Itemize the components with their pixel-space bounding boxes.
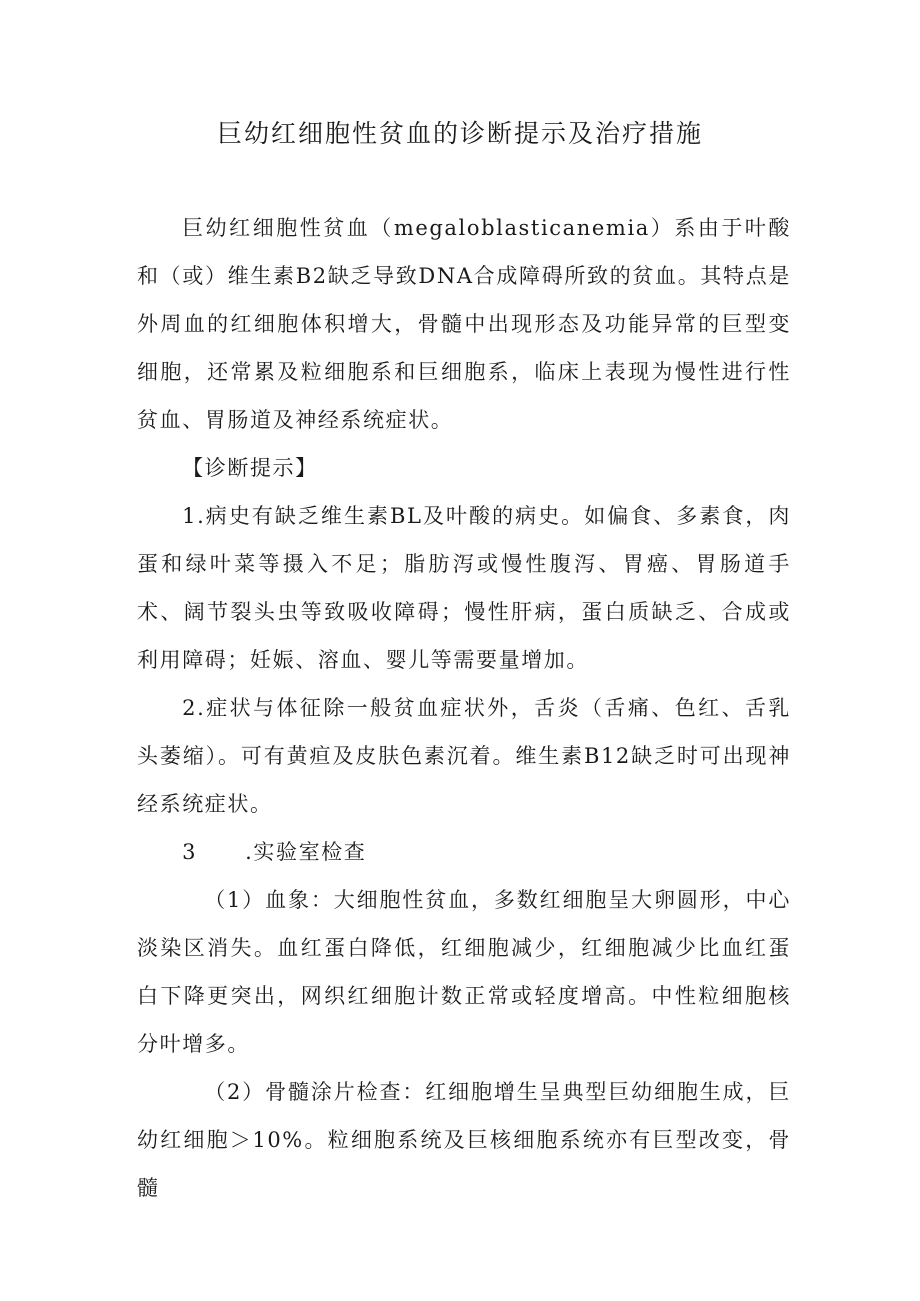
item-1-paragraph: 1.病史有缺乏维生素BL及叶酸的病史。如偏食、多素食，肉蛋和绿叶菜等摄入不足；脂肪泻或慢性腹泻、胃癌、胃肠道手术、阔节裂头虫等致吸收障碍；慢性肝病，蛋白质缺乏、合成或利用障碍；妊娠、溶血、婴儿等需要量增加。	[137, 504, 791, 672]
sub-item-1-paragraph: （1）血象：大细胞性贫血，多数红细胞呈大卵圆形，中心淡染区消失。血红蛋白降低，红细胞减少，红细胞减少比血红蛋白下降更突出，网织红细胞计数正常或轻度增高。中性粒细胞核分叶增多。	[137, 888, 791, 1056]
item-3-number: 3	[182, 840, 198, 864]
sub-item-2-paragraph: （2）骨髓涂片检查：红细胞增生呈典型巨幼细胞生成，巨幼红细胞＞10%。粒细胞系统及巨核细胞系统亦有巨型改变，骨髓	[137, 1080, 791, 1200]
diagnosis-heading: 【诊断提示】	[182, 456, 318, 480]
document-body	[137, 204, 791, 1212]
item-3-text: .实验室检查	[245, 840, 367, 864]
item-3-heading	[137, 828, 791, 876]
document-title: 巨幼红细胞性贫血的诊断提示及治疗措施	[216, 119, 703, 148]
intro-paragraph: 巨幼红细胞性贫血（megaloblasticanemia）系由于叶酸和（或）维生素B2缺乏导致DNA合成障碍所致的贫血。其特点是外周血的红细胞体积增大，骨髓中出现形态及功能异常的巨型变细胞，还常累及粒细胞系和巨细胞系，临床上表现为慢性进行性贫血、胃肠道及神经系统症状。	[137, 216, 791, 432]
item-2-paragraph: 2.症状与体征除一般贫血症状外，舌炎（舌痛、色红、舌乳头萎缩）。可有黄疸及皮肤色素沉着。维生素B12缺乏时可出现神经系统症状。	[137, 696, 791, 816]
